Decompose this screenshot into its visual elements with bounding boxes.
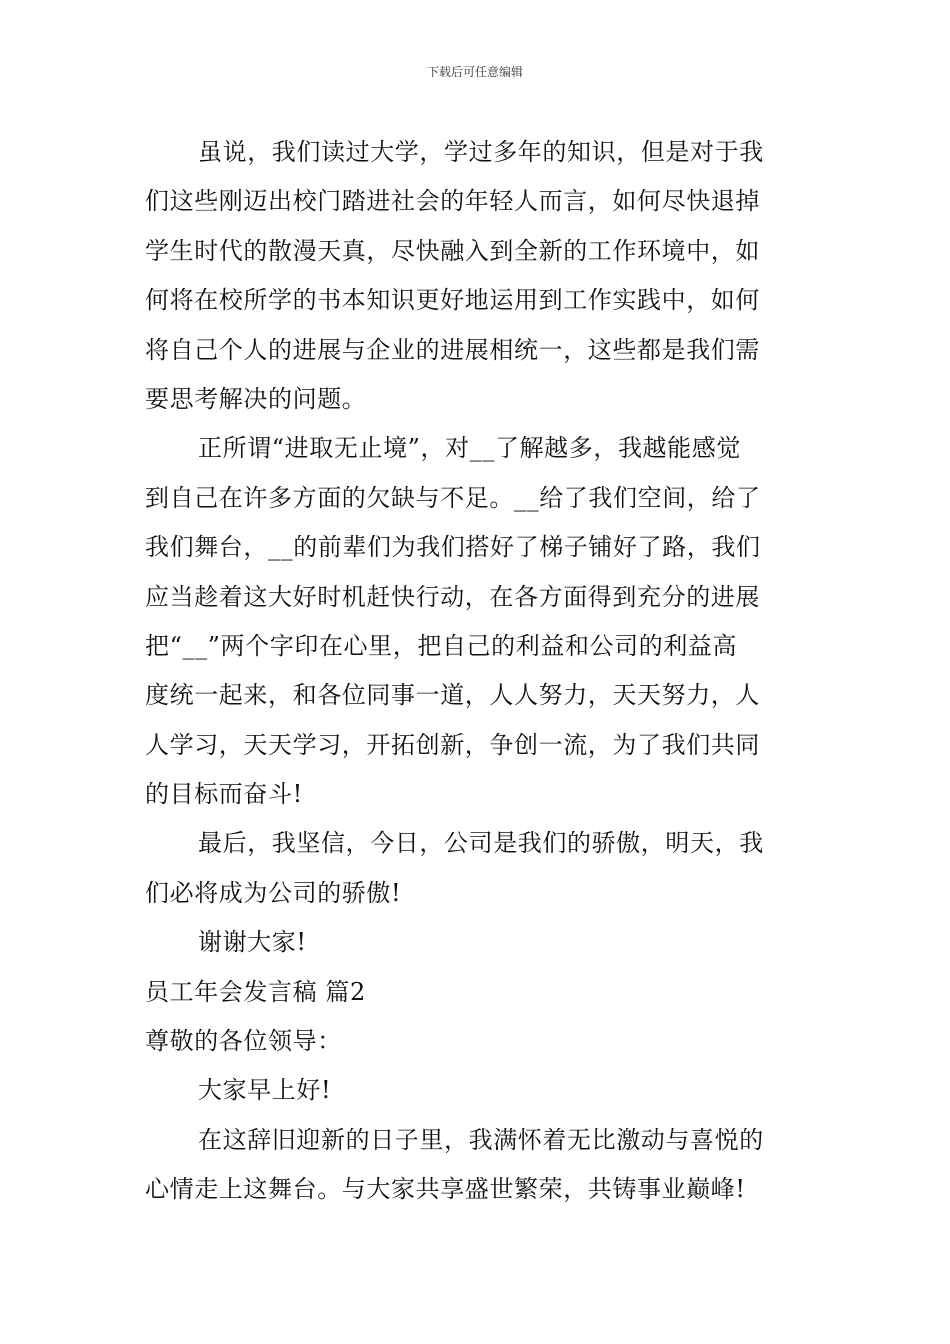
text-line: 何将在校所学的书本知识更好地运用到工作实践中，如何 [145,286,760,315]
text-line: 度统一起来，和各位同事一道，人人努力，天天努力，人 [145,681,760,710]
greeting: 大家早上好! [198,1076,332,1105]
text-line: 虽说，我们读过大学，学过多年的知识，但是对于我 [198,138,764,166]
text-line: 把“__”两个字印在心里，把自己的利益和公司的利益高 [145,631,738,660]
text-line: 人学习，天天学习，开拓创新，争创一流，为了我们共同 [145,730,760,759]
text-line: 们必将成为公司的骄傲! [145,878,402,907]
text-line: 要思考解决的问题。 [145,384,367,413]
text-line: 正所谓“进取无止境”，对__了解越多，我越能感觉 [198,434,741,463]
page-header: 下载后可任意编辑 [426,65,523,79]
document-body [145,128,807,1215]
text-line: 学生时代的散漫天真，尽快融入到全新的工作环境中，如 [145,236,760,265]
text-line: 们这些刚迈出校门踏进社会的年轻人而言，如何尽快退掉 [145,187,760,216]
text-line: 我们舞台，__的前辈们为我们搭好了梯子铺好了路，我们 [145,533,761,562]
text-line: 心情走上这舞台。与大家共享盛世繁荣，共铸事业巅峰! [145,1175,746,1204]
text-line: 的目标而奋斗! [145,780,303,809]
salutation: 尊敬的各位领导： [145,1027,342,1056]
text-line: 应当趁着这大好时机赶快行动，在各方面得到充分的进展 [145,582,760,611]
text-line: 到自己在许多方面的欠缺与不足。__给了我们空间，给了 [145,483,761,512]
text-line: 将自己个人的进展与企业的进展相统一，这些都是我们需 [145,335,760,364]
text-line: 在这辞旧迎新的日子里，我满怀着无比激动与喜悦的 [198,1125,764,1154]
text-line: 谢谢大家! [198,928,307,957]
text-line: 最后，我坚信，今日，公司是我们的骄傲，明天，我 [198,829,764,858]
section-title: 员工年会发言稿 篇2 [145,977,366,1006]
